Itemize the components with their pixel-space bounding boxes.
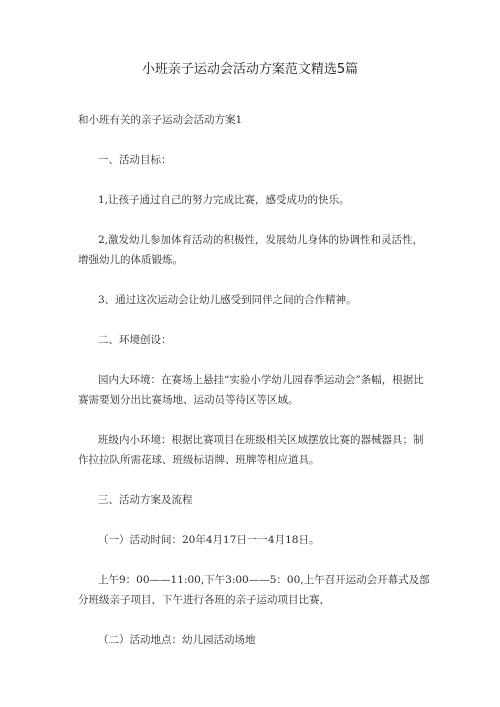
paragraph-activity-location: （二）活动地点：幼儿园活动场地: [98, 634, 256, 646]
section-heading: 和小班有关的亲子运动会活动方案1: [78, 114, 243, 126]
heading-environment: 二、环境创设：: [98, 334, 172, 346]
paragraph-objective-1: 1,让孩子通过自己的努力完成比赛，感受成功的快乐。: [98, 194, 350, 206]
paragraph-objective-3: 3、通过这次运动会让幼儿感受到同伴之间的合作精神。: [98, 294, 357, 306]
heading-plan: 三、活动方案及流程: [98, 494, 193, 506]
paragraph-objective-2: 2,激发幼儿参加体育活动的积极性，发展幼儿身体的协调性和灵活性，增强幼儿的体质锻炼。: [78, 234, 424, 266]
paragraph-environment-outdoor: 园内大环境：在赛场上悬挂“实验小学幼儿园春季运动会”条幅，根据比赛需要划分出比赛场地、运动员等待区等区域。: [78, 374, 424, 406]
document-body: [78, 110, 430, 650]
paragraph-environment-class: 班级内小环境：根据比赛项目在班级相关区域摆放比赛的器械器具；制作拉拉队所需花球、班级标语牌、班牌等相应道具。: [78, 434, 424, 466]
document-title: 小班亲子运动会活动方案范文精选5篇: [141, 62, 359, 77]
paragraph-schedule: 上午9：00——11:00,下午3:00——5：00,上午召开运动会开幕式及部分班级亲子项目，下午进行各班的亲子运动项目比赛，: [78, 574, 430, 606]
heading-objectives: 一、活动目标：: [98, 154, 172, 166]
paragraph-activity-time: （一）活动时间：20年4月17日一一4月18日。: [98, 534, 320, 546]
